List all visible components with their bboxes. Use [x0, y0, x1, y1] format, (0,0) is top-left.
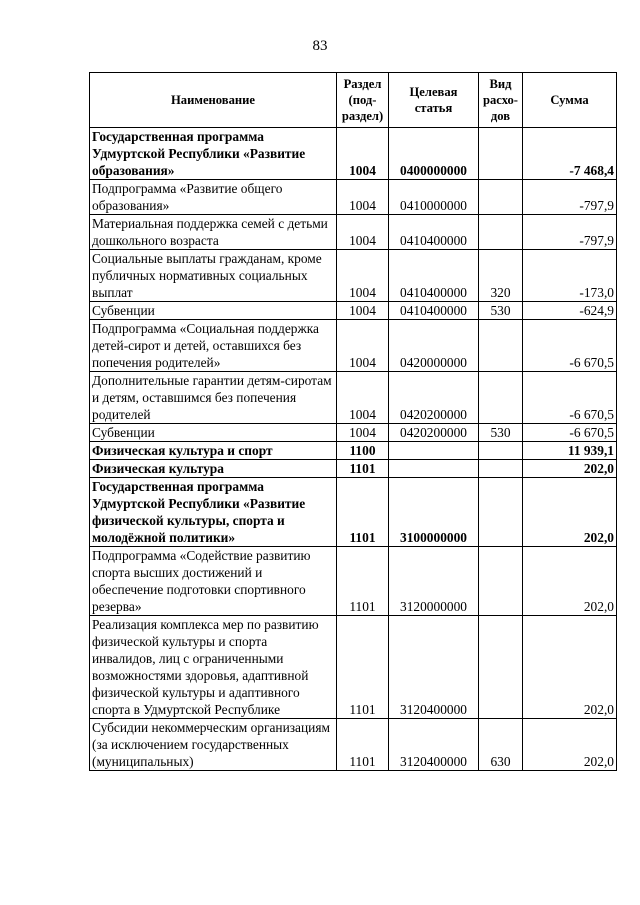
cell-target: 3120400000	[389, 719, 479, 771]
cell-sum: -6 670,5	[523, 372, 617, 424]
cell-target	[389, 442, 479, 460]
table-row	[90, 442, 617, 460]
cell-sum: 202,0	[523, 478, 617, 547]
cell-sum: 202,0	[523, 547, 617, 616]
cell-section: 1004	[337, 320, 389, 372]
cell-target: 0420200000	[389, 372, 479, 424]
cell-section: 1004	[337, 215, 389, 250]
cell-target: 3100000000	[389, 478, 479, 547]
cell-name: Государственная программа Удмуртской Республики «Развитие физической культуры, спорта и молодёжной политики»	[90, 478, 337, 547]
cell-kind: 630	[479, 719, 523, 771]
cell-kind	[479, 215, 523, 250]
cell-section: 1101	[337, 719, 389, 771]
cell-kind: 320	[479, 250, 523, 302]
table-row	[90, 424, 617, 442]
table-row	[90, 180, 617, 215]
table-row	[90, 372, 617, 424]
table-row	[90, 547, 617, 616]
column-header-kind: Вид расхо- дов	[479, 73, 523, 128]
cell-section: 1004	[337, 180, 389, 215]
cell-name: Субвенции	[90, 302, 337, 320]
cell-name: Подпрограмма «Содействие развитию спорта высших достижений и обеспечение подготовки спортивного резерва»	[90, 547, 337, 616]
cell-target	[389, 460, 479, 478]
column-header-target: Целевая статья	[389, 73, 479, 128]
cell-name: Физическая культура и спорт	[90, 442, 337, 460]
cell-kind	[479, 320, 523, 372]
table-row	[90, 460, 617, 478]
cell-section: 1004	[337, 424, 389, 442]
page-number: 83	[312, 38, 328, 54]
cell-name: Государственная программа Удмуртской Республики «Развитие образования»	[90, 128, 337, 180]
cell-kind	[479, 616, 523, 719]
table-row	[90, 215, 617, 250]
cell-target: 3120000000	[389, 547, 479, 616]
column-header-name: Наименование	[90, 73, 337, 128]
cell-name: Субвенции	[90, 424, 337, 442]
table-body	[90, 128, 617, 771]
table-row	[90, 128, 617, 180]
cell-section: 1004	[337, 372, 389, 424]
cell-kind	[479, 460, 523, 478]
cell-kind	[479, 547, 523, 616]
cell-kind: 530	[479, 302, 523, 320]
cell-name: Материальная поддержка семей с детьми дошкольного возраста	[90, 215, 337, 250]
cell-section: 1004	[337, 250, 389, 302]
cell-kind	[479, 442, 523, 460]
cell-section: 1101	[337, 616, 389, 719]
cell-sum: 202,0	[523, 616, 617, 719]
cell-sum: -624,9	[523, 302, 617, 320]
cell-target: 0410400000	[389, 215, 479, 250]
cell-section: 1101	[337, 547, 389, 616]
cell-kind: 530	[479, 424, 523, 442]
cell-target: 0410400000	[389, 302, 479, 320]
cell-target: 0420000000	[389, 320, 479, 372]
cell-sum: -173,0	[523, 250, 617, 302]
cell-target: 0400000000	[389, 128, 479, 180]
cell-name: Подпрограмма «Развитие общего образования»	[90, 180, 337, 215]
column-header-sum: Сумма	[523, 73, 617, 128]
cell-name: Субсидии некоммерческим организациям (за исключением государственных (муниципальных)	[90, 719, 337, 771]
budget-table	[89, 72, 617, 771]
cell-kind	[479, 372, 523, 424]
cell-target: 0410000000	[389, 180, 479, 215]
cell-sum: -797,9	[523, 180, 617, 215]
cell-sum: -6 670,5	[523, 320, 617, 372]
cell-name: Подпрограмма «Социальная поддержка детей-сирот и детей, оставшихся без попечения родителей»	[90, 320, 337, 372]
cell-sum: -6 670,5	[523, 424, 617, 442]
table-row	[90, 719, 617, 771]
cell-name: Физическая культура	[90, 460, 337, 478]
table-row	[90, 616, 617, 719]
cell-section: 1101	[337, 460, 389, 478]
cell-sum: -7 468,4	[523, 128, 617, 180]
cell-section: 1100	[337, 442, 389, 460]
cell-section: 1004	[337, 128, 389, 180]
cell-kind	[479, 478, 523, 547]
cell-section: 1004	[337, 302, 389, 320]
cell-sum: -797,9	[523, 215, 617, 250]
cell-sum: 202,0	[523, 719, 617, 771]
table-row	[90, 320, 617, 372]
table-row	[90, 302, 617, 320]
cell-sum: 202,0	[523, 460, 617, 478]
table-row	[90, 250, 617, 302]
cell-target: 0420200000	[389, 424, 479, 442]
table-header	[90, 73, 617, 128]
cell-name: Реализация комплекса мер по развитию физической культуры и спорта инвалидов, лиц с ограниченными возможностями здоровья, адаптивной физической культуры и адаптивного спорта в Удмуртской Республике	[90, 616, 337, 719]
cell-section: 1101	[337, 478, 389, 547]
cell-target: 0410400000	[389, 250, 479, 302]
cell-target: 3120400000	[389, 616, 479, 719]
cell-sum: 11 939,1	[523, 442, 617, 460]
cell-name: Дополнительные гарантии детям-сиротам и детям, оставшимся без попечения родителей	[90, 372, 337, 424]
column-header-section: Раздел (под- раздел)	[337, 73, 389, 128]
cell-kind	[479, 180, 523, 215]
cell-kind	[479, 128, 523, 180]
table-row	[90, 478, 617, 547]
cell-name: Социальные выплаты гражданам, кроме публичных нормативных социальных выплат	[90, 250, 337, 302]
